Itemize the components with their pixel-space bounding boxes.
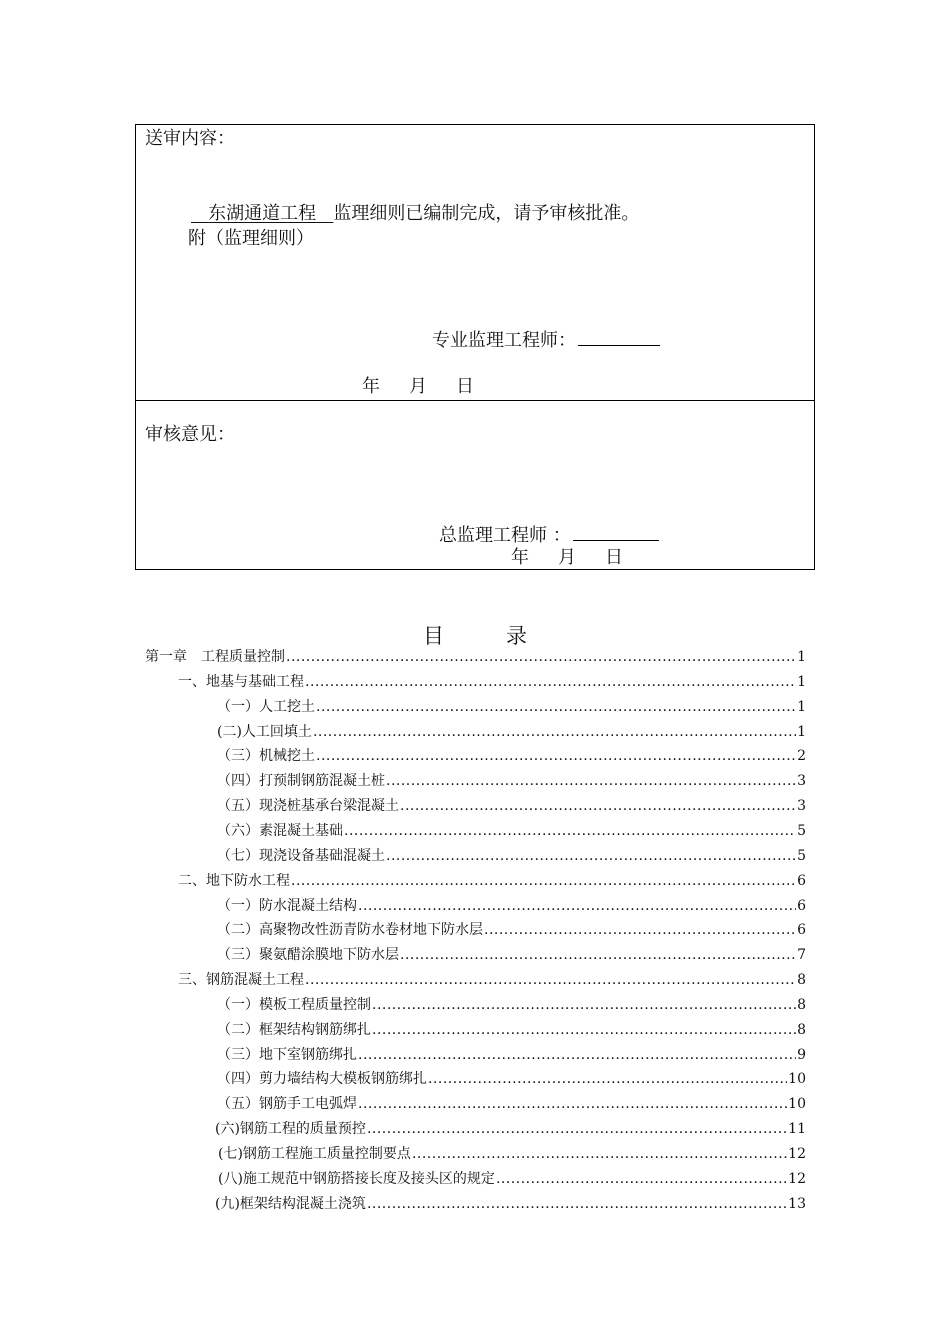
toc-entry[interactable] <box>217 995 806 1015</box>
approval-form <box>135 124 815 570</box>
chief-label: 总监理工程师 ： <box>439 525 571 546</box>
engineer-label: 专业监理工程师： <box>432 330 576 351</box>
toc-leader-dots <box>316 697 796 717</box>
toc-entry[interactable] <box>145 647 806 667</box>
toc-leader-dots <box>367 1119 787 1139</box>
toc-entry[interactable] <box>178 871 806 891</box>
toc-leader-dots <box>344 821 796 841</box>
toc-entry-title: （三）地下室钢筋绑扎 <box>217 1046 357 1063</box>
toc-entry[interactable] <box>218 1169 806 1189</box>
toc-entry-title: （四）打预制钢筋混凝土桩 <box>217 773 385 790</box>
review-opinion-label: 审核意见： <box>145 424 235 445</box>
toc-entry-page: 3 <box>797 773 806 790</box>
toc-entry-page: 5 <box>797 847 806 864</box>
toc-entry[interactable] <box>217 796 806 816</box>
toc-leader-dots <box>313 722 796 742</box>
submit-text: 监理细则已编制完成，请予审核批准。 <box>333 203 640 224</box>
toc-entry-page: 11 <box>788 1121 806 1138</box>
submit-content-label: 送审内容： <box>145 128 235 149</box>
toc-entry-title: 二、地下防水工程 <box>178 872 290 889</box>
toc-entry-page: 13 <box>788 1195 806 1212</box>
toc-entry[interactable] <box>217 771 806 791</box>
toc-entry-title: 一、地基与基础工程 <box>178 673 304 690</box>
toc-entry-page: 1 <box>797 723 806 740</box>
toc-entry[interactable] <box>178 672 806 692</box>
toc-leader-dots <box>372 995 796 1015</box>
toc-entry-page: 9 <box>797 1046 806 1063</box>
toc-leader-dots <box>428 1069 787 1089</box>
toc-entry-page: 6 <box>797 922 806 939</box>
toc-entry[interactable] <box>217 846 806 866</box>
toc-entry-page: 5 <box>797 822 806 839</box>
toc-leader-dots <box>316 746 796 766</box>
review-date <box>511 547 623 569</box>
toc-entry-title: （一）模板工程质量控制 <box>217 996 371 1013</box>
toc-title-b: 录 <box>506 624 527 648</box>
chief-signature-field <box>573 522 659 541</box>
date-month: 月 <box>409 376 427 397</box>
toc-entry-page: 3 <box>797 798 806 815</box>
toc-entry-title: (九)框架结构混凝土浇筑 <box>215 1195 366 1212</box>
toc-entry[interactable] <box>217 722 806 742</box>
submit-date <box>362 376 474 398</box>
toc-entry-title: （五）钢筋手工电弧焊 <box>217 1096 357 1113</box>
project-name: 东湖通道工程 <box>208 203 317 224</box>
engineer-signature-field <box>578 327 660 346</box>
engineer-signature-line <box>432 327 660 352</box>
toc-leader-dots <box>286 647 796 667</box>
toc-entry[interactable] <box>217 896 806 916</box>
toc-entry-page: 8 <box>797 972 806 989</box>
toc-leader-dots <box>305 970 796 990</box>
toc-entry-page: 6 <box>797 872 806 889</box>
review-date-day: 日 <box>605 547 623 568</box>
toc-entry[interactable] <box>217 746 806 766</box>
toc-entry-title: （三）聚氨醋涂膜地下防水层 <box>217 947 399 964</box>
toc-leader-dots <box>400 796 796 816</box>
date-year: 年 <box>362 376 380 397</box>
toc-leader-dots <box>358 1094 787 1114</box>
toc-leader-dots <box>386 771 796 791</box>
attachment-note: 附（监理细则） <box>188 228 314 249</box>
toc-entry-title: （三）机械挖土 <box>217 748 315 765</box>
toc-entry-title: 第一章 工程质量控制 <box>145 649 285 665</box>
toc-entry-title: (二)人工回填土 <box>217 723 312 740</box>
toc-leader-dots <box>496 1169 787 1189</box>
toc-entry-title: 三、钢筋混凝土工程 <box>178 972 304 989</box>
toc-entry-title: （二）高聚物改性沥青防水卷材地下防水层 <box>217 922 483 939</box>
toc-leader-dots <box>372 1020 796 1040</box>
toc-entry-page: 8 <box>797 996 806 1013</box>
toc-entry-page: 1 <box>797 649 806 665</box>
toc-leader-dots <box>358 896 796 916</box>
toc-entry-title: （六）素混凝土基础 <box>217 822 343 839</box>
review-date-month: 月 <box>558 547 576 568</box>
submit-statement <box>191 203 639 225</box>
form-divider <box>136 400 814 401</box>
toc-entry-title: （五）现浇桩基承台梁混凝土 <box>217 798 399 815</box>
toc-leader-dots <box>358 1045 796 1065</box>
toc-leader-dots <box>367 1194 787 1214</box>
toc-entry-page: 10 <box>788 1096 806 1113</box>
toc-entry-page: 10 <box>788 1071 806 1088</box>
review-date-year: 年 <box>511 547 529 568</box>
toc-leader-dots <box>386 846 796 866</box>
chief-signature-line <box>439 522 659 547</box>
toc-entry[interactable] <box>217 1020 806 1040</box>
toc-entry-page: 8 <box>797 1021 806 1038</box>
toc-leader-dots <box>291 871 796 891</box>
toc-entry-page: 12 <box>788 1170 806 1187</box>
toc-entry[interactable] <box>217 821 806 841</box>
toc-entry[interactable] <box>217 1069 806 1089</box>
toc-entry-title: (六)钢筋工程的质量预控 <box>215 1121 366 1138</box>
toc-entry[interactable] <box>217 945 806 965</box>
toc-entry-page: 1 <box>797 673 806 690</box>
toc-entry-page: 12 <box>788 1146 806 1162</box>
toc-entry-title: （七）现浇设备基础混凝土 <box>217 847 385 864</box>
toc-entry[interactable] <box>217 920 806 940</box>
toc-entry[interactable] <box>215 1119 806 1139</box>
toc-entry[interactable] <box>218 1144 806 1164</box>
toc-entry-page: 7 <box>797 947 806 964</box>
toc-entry-title: （一）人工挖土 <box>217 698 315 715</box>
toc-entry-page: 6 <box>797 897 806 914</box>
toc-entry-title: （四）剪力墙结构大模板钢筋绑扎 <box>217 1071 427 1088</box>
date-day: 日 <box>456 376 474 397</box>
toc-entry[interactable] <box>217 1094 806 1114</box>
toc-entry-title: （一）防水混凝土结构 <box>217 897 357 914</box>
toc-leader-dots <box>400 945 796 965</box>
toc-entry[interactable] <box>178 970 806 990</box>
toc-entry-page: 2 <box>797 748 806 765</box>
toc-leader-dots <box>412 1144 787 1164</box>
toc-entry[interactable] <box>217 1045 806 1065</box>
toc-title <box>0 620 950 650</box>
toc-leader-dots <box>484 920 796 940</box>
toc-leader-dots <box>305 672 796 692</box>
toc-entry-page: 1 <box>797 698 806 715</box>
toc-entry[interactable] <box>217 697 806 717</box>
toc-entry-title: (八)施工规范中钢筋搭接长度及接头区的规定 <box>218 1170 495 1187</box>
toc-entry-title: (七)钢筋工程施工质量控制要点 <box>218 1146 411 1162</box>
toc-entry[interactable] <box>215 1194 806 1214</box>
toc-entry-title: （二）框架结构钢筋绑扎 <box>217 1021 371 1038</box>
toc-title-a: 目 <box>423 624 444 648</box>
